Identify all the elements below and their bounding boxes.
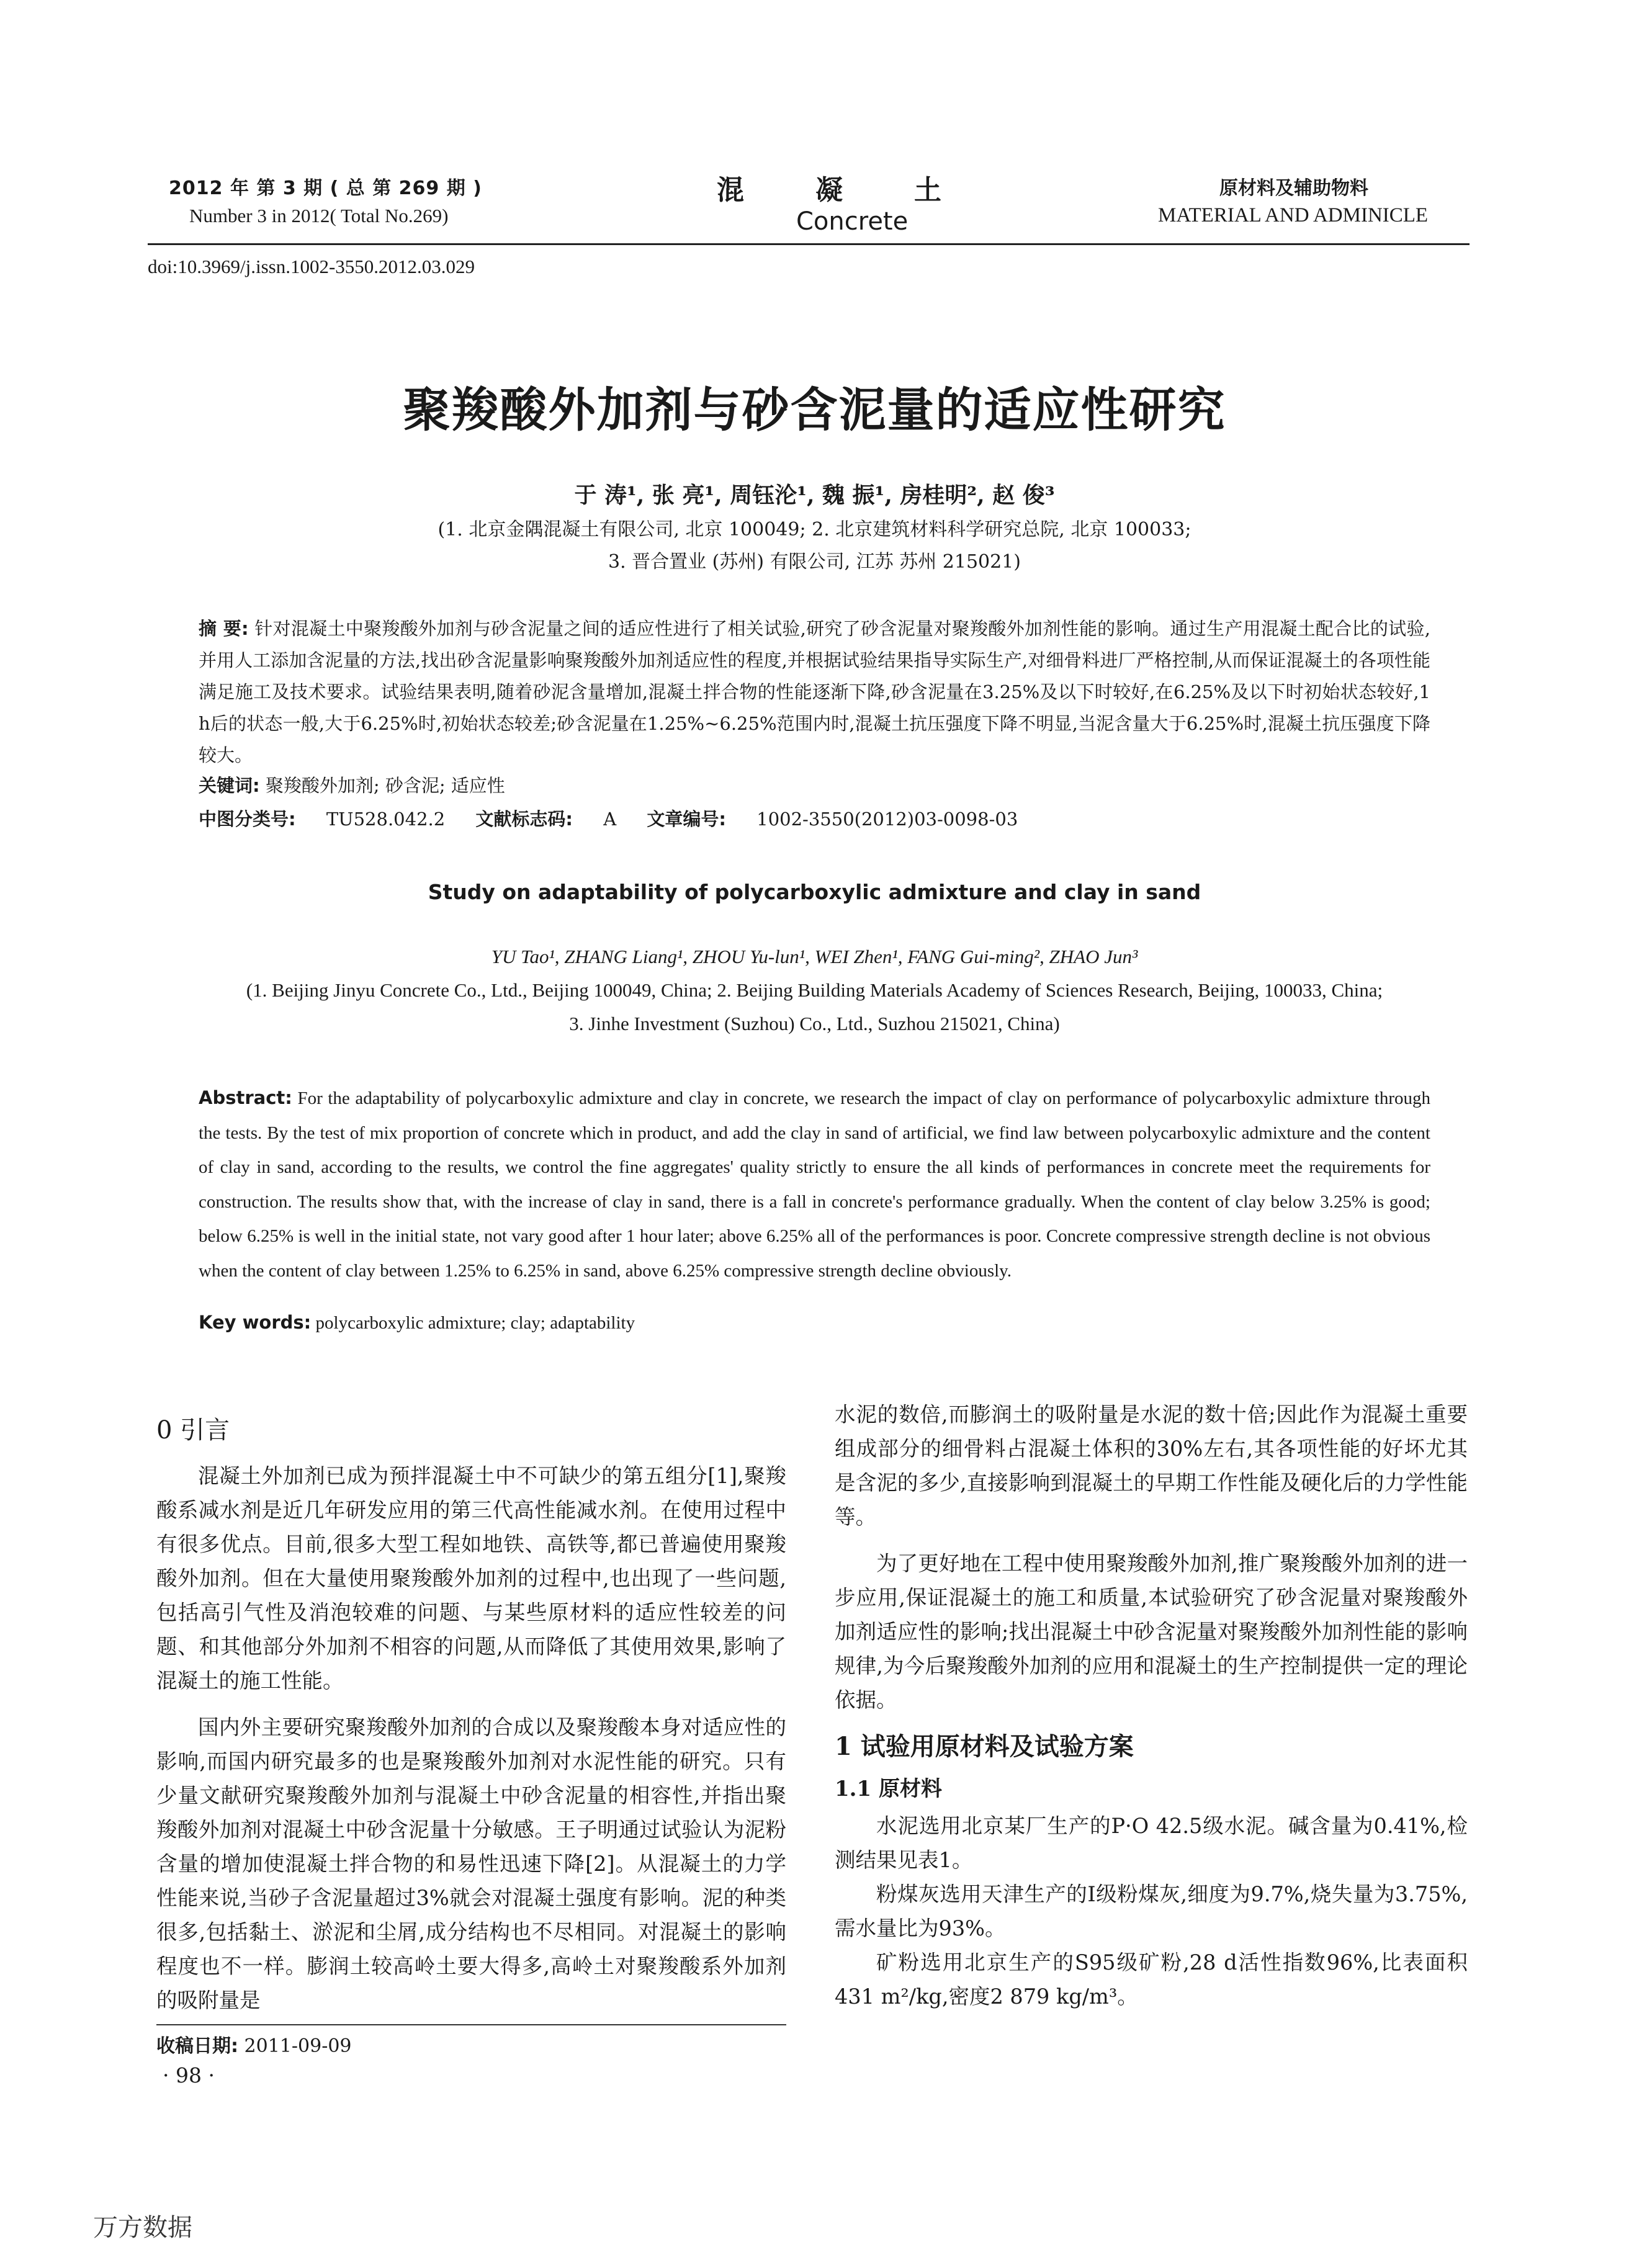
page-number: · 98 · xyxy=(163,2063,215,2087)
paper-title-en: Study on adaptability of polycarboxylic admixture and clay in sand xyxy=(428,880,1201,904)
clc-label: 中图分类号: xyxy=(199,809,296,830)
body-right-column xyxy=(835,1397,1468,2014)
keywords-en-text: polycarboxylic admixture; clay; adaptability xyxy=(315,1313,635,1333)
abstract-cn xyxy=(199,613,1430,771)
keywords-cn-label: 关键词: xyxy=(199,775,260,796)
journal-name-en: Concrete xyxy=(796,207,909,236)
issue-en: Number 3 in 2012( Total No.269) xyxy=(189,205,449,226)
received-date xyxy=(156,2030,352,2058)
doc-code-label: 文献标志码: xyxy=(475,809,573,830)
section-heading-1: 1 试验用原材料及试验方案 xyxy=(835,1732,1134,1761)
watermark: 万方数据 xyxy=(93,2213,192,2242)
doi[interactable]: doi:10.3969/j.issn.1002-3550.2012.03.029 xyxy=(148,256,475,277)
keywords-cn-text: 聚羧酸外加剂; 砂含泥; 适应性 xyxy=(265,775,505,796)
paper-title-cn: 聚羧酸外加剂与砂含泥量的适应性研究 xyxy=(403,382,1226,437)
article-number-label: 文章编号: xyxy=(647,809,727,830)
body-left-column xyxy=(156,1414,786,2017)
authors-cn: 于 涛¹, 张 亮¹, 周钰沦¹, 魏 振¹, 房桂明², 赵 俊³ xyxy=(574,482,1055,508)
header-rule xyxy=(148,243,1470,245)
footnote-rule xyxy=(156,2024,786,2025)
body-paragraph: 国内外主要研究聚羧酸外加剂的合成以及聚羧酸本身对适应性的影响,而国内研究最多的也是聚羧酸外加剂对水泥性能的研究。只有少量文献研究聚羧酸外加剂与混凝土中砂含泥量的相容性,并指出聚羧酸外加剂对混凝土中砂含泥量十分敏感。王子明通过试验认为泥粉含量的增加使混凝土拌合物的和易性迅速下降[2]。从混凝土的力学性能来说,当砂子含泥量超过3%就会对混凝土强度有影响。泥的种类很多,包括黏土、淤泥和尘屑,成分结构也不尽相同。对混凝土的影响程度也不一样。膨润土较高岭土要大得多,高岭土对聚羧酸系外加剂的吸附量是 xyxy=(156,1715,786,2012)
doc-code-value: A xyxy=(603,809,617,830)
article-number-value: 1002-3550(2012)03-0098-03 xyxy=(756,809,1018,830)
authors-en: YU Tao¹, ZHANG Liang¹, ZHOU Yu-lun¹, WEI Zhen¹, FANG Gui-ming², ZHAO Jun³ xyxy=(491,946,1138,967)
abstract-cn-label: 摘 要: xyxy=(199,618,249,639)
clc-value: TU528.042.2 xyxy=(326,809,446,830)
body-paragraph: 混凝土外加剂已成为预拌混凝土中不可缺少的第五组分[1],聚羧酸系减水剂是近几年研发应用的第三代高性能减水剂。在使用过程中有很多优点。目前,很多大型工程如地铁、高铁等,都已普遍使用聚羧酸外加剂。但在大量使用聚羧酸外加剂的过程中,也出现了一些问题,包括高引气性及消泡较难的问题、与某些原材料的适应性较差的问题、和其他部分外加剂不相容的问题,从而降低了其使用效果,影响了混凝土的施工性能。 xyxy=(156,1464,786,1693)
abstract-en-text: For the adaptability of polycarboxylic admixture and clay in concrete, we research the impact of clay on performance of polycarboxylic admixture through the tests. By the test of mix proportion of concrete which in product, and add the clay in sand of artificial, we find law between polycarboxylic admixture and the content of clay in sand, according to the results, we control the fine aggregates' quality strictly to ensure the all kinds of performances in concrete meet the requirements for construction. The results show that, with the increase of clay in sand, there is a fall in concrete's performance gradually. When the content of clay below 3.25% is good; below 6.25% is well in the initial state, not vary good after 1 hour later; above 6.25% all of the performances is poor. Concrete compressive strength decline is not obvious when the content of clay between 1.25% to 6.25% in sand, above 6.25% compressive strength decline obviously. xyxy=(199,1088,1430,1281)
body-paragraph: 矿粉选用北京生产的S95级矿粉,28 d活性指数96%,比表面积431 m²/kg,密度2 879 kg/m³。 xyxy=(835,1950,1468,2009)
issue-cn: 2012 年 第 3 期 ( 总 第 269 期 ) xyxy=(169,177,482,199)
affiliation-en-line1: (1. Beijing Jinyu Concrete Co., Ltd., Beijing 100049, China; 2. Beijing Building Materials Academy of Sciences Research, Beijing, 100033, China; xyxy=(246,979,1383,1001)
body-paragraph: 水泥选用北京某厂生产的P·O 42.5级水泥。碱含量为0.41%,检测结果见表1。 xyxy=(835,1814,1468,1872)
section-name-cn: 原材料及辅助物料 xyxy=(1219,177,1368,199)
subsection-heading-1-1: 1.1 原材料 xyxy=(835,1777,942,1801)
body-paragraph: 为了更好地在工程中使用聚羧酸外加剂,推广聚羧酸外加剂的进一步应用,保证混凝土的施工和质量,本试验研究了砂含泥量对聚羧酸外加剂适应性的影响;找出混凝土中砂含泥量对聚羧酸外加剂性能的影响规律,为今后聚羧酸外加剂的应用和混凝土的生产控制提供一定的理论依据。 xyxy=(835,1551,1468,1712)
keywords-cn xyxy=(199,772,505,797)
affiliation-cn-line2: 3. 晋合置业 (苏州) 有限公司, 江苏 苏州 215021) xyxy=(608,551,1021,573)
body-paragraph: 水泥的数倍,而膨润土的吸附量是水泥的数十倍;因此作为混凝土重要组成部分的细骨料占混凝土体积的30%左右,其各项性能的好坏尤其是含泥的多少,直接影响到混凝土的早期工作性能及硬化后的力学性能等。 xyxy=(835,1402,1468,1529)
abstract-en xyxy=(199,1081,1430,1288)
keywords-en xyxy=(199,1312,635,1333)
keywords-en-label: Key words: xyxy=(199,1312,312,1333)
received-label: 收稿日期: xyxy=(156,2035,238,2057)
journal-name-cn: 混凝土 xyxy=(717,174,1013,206)
received-value: 2011-09-09 xyxy=(244,2035,352,2057)
section-name-en: MATERIAL AND ADMINICLE xyxy=(1158,204,1429,226)
affiliation-cn-line1: (1. 北京金隅混凝土有限公司, 北京 100049; 2. 北京建筑材料科学研究总院, 北京 100033; xyxy=(438,519,1191,540)
body-paragraph: 粉煤灰选用天津生产的Ⅰ级粉煤灰,细度为9.7%,烧失量为3.75%,需水量比为93%。 xyxy=(835,1882,1468,1940)
classification-row xyxy=(199,805,1043,831)
affiliation-en-line2: 3. Jinhe Investment (Suzhou) Co., Ltd., Suzhou 215021, China) xyxy=(569,1013,1060,1034)
abstract-cn-text: 针对混凝土中聚羧酸外加剂与砂含泥量之间的适应性进行了相关试验,研究了砂含泥量对聚羧酸外加剂性能的影响。通过生产用混凝土配合比的试验,并用人工添加含泥量的方法,找出砂含泥量影响聚羧酸外加剂适应性的程度,并根据试验结果指导实际生产,对细骨料进厂严格控制,从而保证混凝土的各项性能满足施工及技术要求。试验结果表明,随着砂泥含量增加,混凝土拌合物的性能逐渐下降,砂含泥量在3.25%及以下时较好,在6.25%及以下时初始状态较好,1 h后的状态一般,大于6.25%时,初始状态较差;砂含泥量在1.25%~6.25%范围内时,混凝土抗压强度下降不明显,当泥含量大于6.25%时,混凝土抗压强度下降较大。 xyxy=(199,618,1430,766)
section-heading-0: 0 引言 xyxy=(156,1416,230,1445)
abstract-en-label: Abstract: xyxy=(199,1087,292,1108)
